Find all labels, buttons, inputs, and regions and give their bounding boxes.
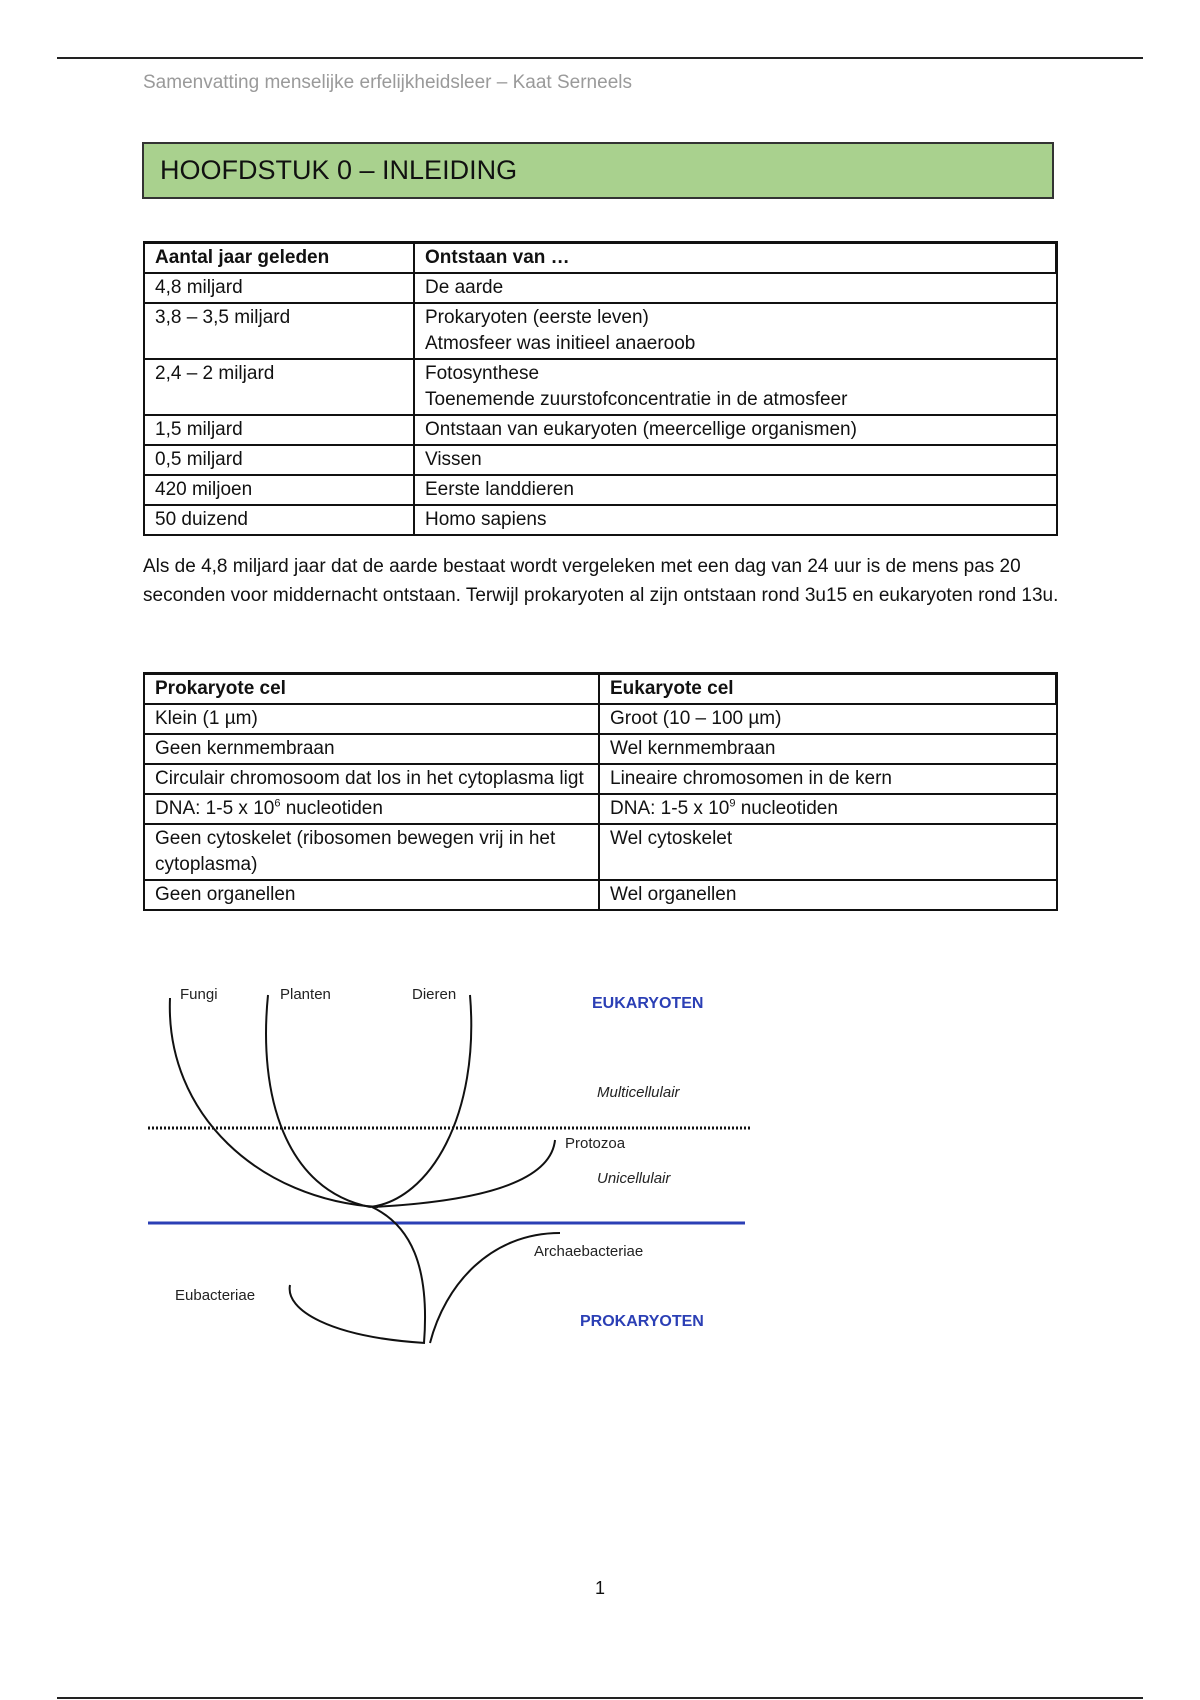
event-line: Atmosfeer was initieel anaeroob (425, 333, 696, 354)
column-header: Ontstaan van … (414, 243, 1057, 274)
planten-label: Planten (280, 986, 331, 1003)
table-row (144, 445, 1057, 475)
prokaryote-cell: Geen kernmembraan (144, 734, 599, 764)
event-cell (414, 359, 1057, 415)
body-paragraph: Als de 4,8 miljard jaar dat de aarde bestaat wordt vergeleken met een dag van 24 uur is de mens pas 20 seconden voor middernacht ontstaan. Terwijl prokaryoten al zijn ontstaan rond 3u15 en eukaryoten rond 13u. (143, 556, 1059, 606)
timeline-table (143, 241, 1058, 536)
table-row (144, 415, 1057, 445)
table-row (144, 734, 1057, 764)
column-header: Prokaryote cel (144, 674, 599, 705)
running-header: Samenvatting menselijke erfelijkheidsleer – Kaat Serneels (143, 72, 632, 93)
fungi-label: Fungi (180, 986, 218, 1003)
main-trunk-branch (372, 1207, 425, 1343)
time-cell: 4,8 miljard (144, 273, 414, 303)
dna-prefix: DNA: 1-5 x 10 (155, 798, 275, 819)
table-row (144, 794, 1057, 824)
prokaryote-cell: Geen cytoskelet (ribosomen bewegen vrij in het cytoplasma) (144, 824, 599, 880)
eubacteriae-branch (290, 1285, 425, 1343)
phylogenetic-tree-diagram (140, 965, 760, 1355)
chapter-title: HOOFDSTUK 0 – INLEIDING (160, 155, 518, 185)
event-cell (414, 303, 1057, 359)
protozoa-label: Protozoa (565, 1135, 626, 1152)
eukaryote-cell: Groot (10 – 100 µm) (599, 704, 1057, 734)
column-header: Aantal jaar geleden (144, 243, 414, 274)
table-row (144, 359, 1057, 415)
chapter-heading (142, 142, 1054, 199)
planten-branch (266, 995, 370, 1207)
time-cell: 50 duizend (144, 505, 414, 535)
table-header-row (144, 674, 1057, 705)
eukaryote-cell (599, 794, 1057, 824)
dna-prefix: DNA: 1-5 x 10 (610, 798, 730, 819)
dieren-label: Dieren (412, 986, 457, 1003)
time-cell: 0,5 miljard (144, 445, 414, 475)
event-line: De aarde (425, 277, 504, 298)
table-row (144, 880, 1057, 910)
event-line: Homo sapiens (425, 509, 547, 530)
table-row (144, 303, 1057, 359)
dna-suffix: nucleotiden (280, 798, 383, 819)
event-cell (414, 273, 1057, 303)
prokaryote-cell: Circulair chromosoom dat los in het cytoplasma ligt (144, 764, 599, 794)
page-number: 1 (594, 1578, 605, 1598)
event-line: Ontstaan van eukaryoten (meercellige organismen) (425, 419, 857, 440)
bottom-rule (57, 1697, 1143, 1699)
time-cell: 420 miljoen (144, 475, 414, 505)
dna-exponent: 9 (729, 797, 736, 810)
table-row (144, 505, 1057, 535)
event-line: Prokaryoten (eerste leven) (425, 307, 649, 328)
time-cell: 3,8 – 3,5 miljard (144, 303, 414, 359)
cell-comparison-table (143, 672, 1058, 911)
dieren-branch (370, 995, 471, 1207)
prokaryote-cell (144, 794, 599, 824)
event-cell (414, 415, 1057, 445)
event-line: Vissen (425, 449, 482, 470)
event-line: Fotosynthese (425, 363, 540, 384)
eubacteriae-label: Eubacteriae (175, 1287, 256, 1304)
prokaryote-cell: Geen organellen (144, 880, 599, 910)
eukaryote-cell: Wel kernmembraan (599, 734, 1057, 764)
dna-exponent: 6 (274, 797, 281, 810)
eukaryote-cell: Wel organellen (599, 880, 1057, 910)
event-line: Toenemende zuurstofconcentratie in de atmosfeer (425, 389, 848, 410)
multicellulair-label: Multicellulair (597, 1084, 680, 1101)
prokaryote-cell: Klein (1 µm) (144, 704, 599, 734)
time-cell: 2,4 – 2 miljard (144, 359, 414, 415)
event-cell (414, 475, 1057, 505)
table-row (144, 475, 1057, 505)
unicellulair-label: Unicellulair (597, 1170, 671, 1187)
archaebacteriae-label: Archaebacteriae (534, 1243, 644, 1260)
event-line: Eerste landdieren (425, 479, 574, 500)
time-cell: 1,5 miljard (144, 415, 414, 445)
dna-suffix: nucleotiden (735, 798, 838, 819)
column-header: Eukaryote cel (599, 674, 1057, 705)
table-row (144, 273, 1057, 303)
eukaryoten-label: EUKARYOTEN (592, 995, 704, 1012)
table-row (144, 704, 1057, 734)
table-row (144, 824, 1057, 880)
table-row (144, 764, 1057, 794)
table-header-row (144, 243, 1057, 274)
prokaryoten-label: PROKARYOTEN (580, 1313, 704, 1330)
event-cell (414, 445, 1057, 475)
eukaryote-cell: Wel cytoskelet (599, 824, 1057, 880)
eukaryote-cell: Lineaire chromosomen in de kern (599, 764, 1057, 794)
event-cell (414, 505, 1057, 535)
top-rule (57, 57, 1143, 59)
